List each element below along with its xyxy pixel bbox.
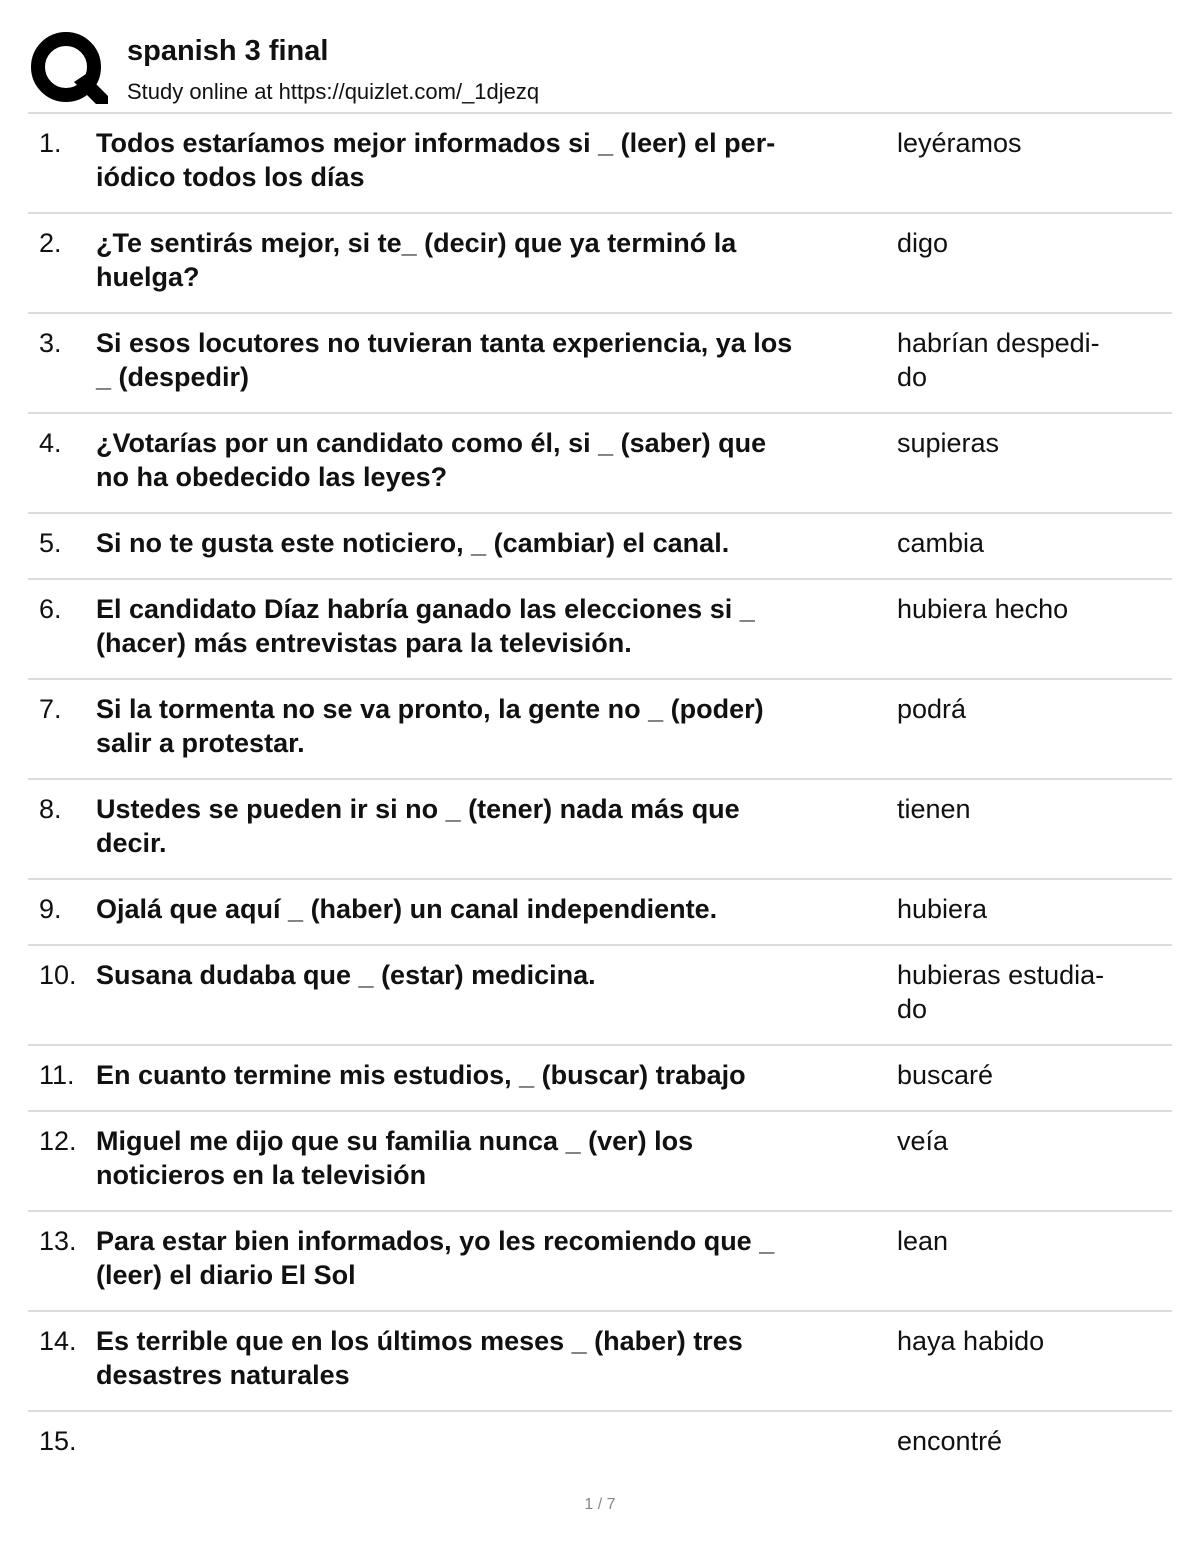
card-number: 6.	[39, 594, 62, 624]
card-number: 7.	[39, 694, 62, 724]
card-row-7	[28, 680, 1172, 780]
card-number: 9.	[39, 894, 62, 924]
card-row-12	[28, 1112, 1172, 1212]
card-definition: hubiera hecho	[897, 594, 1069, 624]
card-term: ¿Votarías por un candidato como él, si _ (saber) que no ha obedecido las leyes?	[96, 428, 767, 492]
card-row-9	[28, 880, 1172, 946]
card-definition: haya habido	[897, 1326, 1045, 1356]
page-indicator: 1 / 7	[584, 1496, 616, 1513]
card-definition: lean	[897, 1226, 949, 1256]
card-definition: leyéramos	[897, 128, 1022, 158]
card-row-14	[28, 1312, 1172, 1412]
flashcard-list	[28, 112, 1172, 1472]
card-row-15	[28, 1412, 1172, 1472]
card-definition: veía	[897, 1126, 949, 1156]
card-row-13	[28, 1212, 1172, 1312]
card-row-5	[28, 514, 1172, 580]
card-term: En cuanto termine mis estudios, _ (buscar) trabajo	[96, 1060, 746, 1090]
card-number: 10.	[39, 960, 77, 990]
card-term: El candidato Díaz habría ganado las elecciones si _ (hacer) más entrevistas para la televisión.	[96, 594, 755, 658]
card-definition: hubiera	[897, 894, 988, 924]
card-definition: encontré	[897, 1426, 1003, 1456]
card-definition: supieras	[897, 428, 1000, 458]
card-number: 15.	[39, 1426, 77, 1456]
card-term: Para estar bien informados, yo les recomiendo que _ (leer) el diario El Sol	[96, 1226, 775, 1290]
card-term: Todos estaríamos mejor informados si _ (leer) el per- iódico todos los días	[96, 128, 776, 192]
card-number: 3.	[39, 328, 62, 358]
card-row-8	[28, 780, 1172, 880]
card-term: Si esos locutores no tuvieran tanta experiencia, ya los _ (despedir)	[96, 328, 793, 392]
card-number: 8.	[39, 794, 62, 824]
card-row-3	[28, 314, 1172, 414]
card-number: 13.	[39, 1226, 77, 1256]
card-row-11	[28, 1046, 1172, 1112]
card-row-10	[28, 946, 1172, 1046]
card-definition: cambia	[897, 528, 985, 558]
card-term: Es terrible que en los últimos meses _ (haber) tres desastres naturales	[96, 1326, 743, 1390]
card-number: 2.	[39, 228, 62, 258]
card-term: ¿Te sentirás mejor, si te_ (decir) que ya terminó la huelga?	[96, 228, 737, 292]
card-number: 4.	[39, 428, 62, 458]
card-term: Susana dudaba que _ (estar) medicina.	[96, 960, 596, 990]
set-title: spanish 3 final	[127, 35, 329, 67]
card-definition: habrían despedi- do	[897, 328, 1100, 392]
card-definition: hubieras estudia- do	[897, 960, 1105, 1024]
page-header	[30, 30, 1172, 110]
card-term: Miguel me dijo que su familia nunca _ (ver) los noticieros en la televisión	[96, 1126, 694, 1190]
card-definition: buscaré	[897, 1060, 994, 1090]
card-term: Ojalá que aquí _ (haber) un canal independiente.	[96, 894, 718, 924]
card-definition: tienen	[897, 794, 971, 824]
card-row-6	[28, 580, 1172, 680]
card-term: Si no te gusta este noticiero, _ (cambiar) el canal.	[96, 528, 730, 558]
card-term: Ustedes se pueden ir si no _ (tener) nada más que decir.	[96, 794, 740, 858]
card-term: Si la tormenta no se va pronto, la gente no _ (poder) salir a protestar.	[96, 694, 764, 758]
quizlet-q-logo-icon	[30, 30, 108, 108]
card-number: 5.	[39, 528, 62, 558]
card-definition: digo	[897, 228, 949, 258]
card-row-4	[28, 414, 1172, 514]
card-row-1	[28, 114, 1172, 214]
card-number: 1.	[39, 128, 62, 158]
study-online-link[interactable]: Study online at https://quizlet.com/_1djezq	[127, 79, 540, 104]
card-number: 12.	[39, 1126, 77, 1156]
card-row-2	[28, 214, 1172, 314]
card-number: 11.	[39, 1060, 75, 1090]
card-definition: podrá	[897, 694, 967, 724]
card-number: 14.	[39, 1326, 77, 1356]
